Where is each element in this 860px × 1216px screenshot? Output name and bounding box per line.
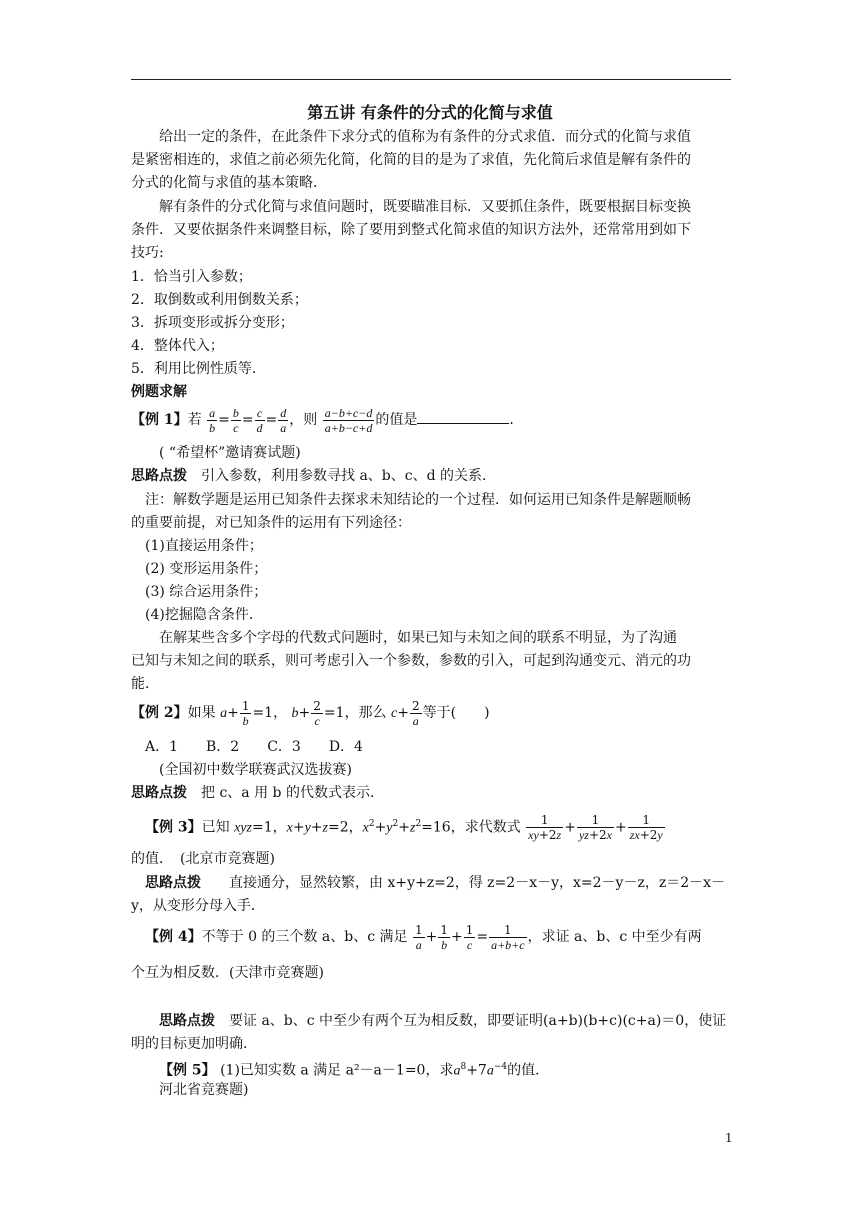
way-item: (1)直接运用条件； — [145, 538, 263, 554]
page-title: 第五讲 有条件的分式的化简与求值 — [307, 103, 553, 122]
example-source: ( “希望杯”邀请赛试题) — [159, 445, 301, 461]
tip-item: 3．拆项变形或拆分变形； — [131, 315, 294, 331]
way-item: (3) 综合运用条件； — [145, 584, 268, 600]
intro-p1-line1: 给出一定的条件，在此条件下求分式的值称为有条件的分式求值．而分式的化简与求值 — [159, 129, 691, 145]
fraction: $\frac{1}{b}$ — [440, 922, 448, 952]
hint-line2: 明的目标更加明确． — [131, 1036, 257, 1052]
hint-line: 思路点拨 要证 a、b、c 中至少有两个互为相反数，即要证明(a+b)(b+c)(c+a)＝0，使证 — [159, 1013, 727, 1029]
choices: A．1 B．2 C．3 D．4 — [145, 739, 363, 755]
example-4-line2: 个互为相反数．(天津市竞赛题) — [131, 965, 324, 981]
example-label: 【例 2】 — [131, 705, 188, 721]
fraction: $\frac{c}{d}$ — [256, 405, 263, 435]
way-item: (4)挖掘隐含条件． — [145, 607, 263, 623]
fraction: $\frac{1}{a}$ — [414, 922, 423, 952]
fraction: $\frac{1}{c}$ — [465, 922, 474, 952]
example-label: 【例 5】 — [159, 1062, 216, 1079]
para-line1: 在解某些含多个字母的代数式问题时，如果已知与未知之间的联系不明显，为了沟通 — [159, 630, 677, 646]
fraction: $\frac{1}{yz+2x}$ — [578, 813, 612, 843]
note-line2: 的重要前提，对已知条件的运用有下列途径： — [131, 515, 411, 531]
example-source: (全国初中数学联赛武汉选拔赛) — [159, 762, 352, 778]
page-number: 1 — [725, 1131, 733, 1145]
fraction: $\frac{2}{c}$ — [313, 698, 321, 728]
fraction: $\frac{1}{a+b+c}$ — [491, 922, 525, 952]
fraction: $\frac{b}{c}$ — [232, 405, 239, 435]
fraction: $\frac{1}{xy+2z}$ — [528, 813, 562, 843]
section-heading: 例题求解 — [131, 384, 187, 400]
intro-p2-line1: 解有条件的分式化简与求值问题时，既要瞄准目标．又要抓住条件，既要根据目标变换 — [159, 199, 691, 215]
fraction: $\frac{1}{b}$ — [241, 698, 250, 728]
fraction: $\frac{1}{zx+2y}$ — [629, 813, 663, 843]
hint-line2: y，从变形分母入手． — [131, 898, 265, 914]
header-rule — [131, 79, 731, 80]
example-1: 【例 1】若 $\frac{a}{b}$ = $\frac{b}{c}$ = $\frac{c}{d}$ = $\frac{d}{a}$ ，则 $\frac{a-b+c-d}{a+b-c+d}$ 的值是 ． — [131, 405, 524, 435]
example-label: 【例 3】 — [145, 819, 202, 836]
fraction: $\frac{d}{a}$ — [280, 405, 287, 435]
example-3: 【例 3】已知 xyz=1，x+y+z=2，$x^2+y^2+z^2=16$，求代数式 $\frac{1}{xy+2z}$ + $\frac{1}{yz+2x}$ + $\frac{1}{zx+2y}$ — [145, 813, 663, 843]
tip-item: 1．恰当引入参数； — [131, 269, 252, 285]
para-line2: 已知与未知之间的联系，则可考虑引入一个参数，参数的引入，可起到沟通变元、消元的功 — [131, 653, 691, 669]
fraction: $\frac{2}{a}$ — [411, 698, 420, 728]
example-3-tail: 的值． (北京市竞赛题) — [131, 851, 275, 867]
para-line3: 能． — [131, 676, 159, 692]
example-5: 【例 5】 (1)已知实数 a 满足 a²－a－1=0，求$a^8+7a^{-4}$的值． — [159, 1062, 550, 1079]
example-label: 【例 1】 — [131, 412, 188, 428]
hint-line: 思路点拨 引入参数，利用参数寻找 a、b、c、d 的关系． — [131, 468, 497, 484]
example-label: 【例 4】 — [145, 929, 202, 945]
tip-item: 2．取倒数或利用倒数关系； — [131, 292, 308, 308]
intro-p2-line2: 条件．又要依据条件来调整目标，除了要用到整式化简求值的知识方法外，还常常用到如下 — [131, 222, 691, 238]
fraction: $\frac{a}{b}$ — [209, 405, 216, 435]
intro-p2-line3: 技巧: — [131, 245, 164, 261]
hint-line: 思路点拨 把 c、a 用 b 的代数式表示． — [131, 785, 384, 801]
tip-item: 5．利用比例性质等． — [131, 361, 266, 377]
fraction: $\frac{a-b+c-d}{a+b-c+d}$ — [324, 405, 373, 435]
example-source: 河北省竞赛题) — [159, 1082, 249, 1098]
way-item: (2) 变形运用条件； — [145, 561, 268, 577]
example-2: 【例 2】如果 a+ $\frac{1}{b}$ =1， b+ $\frac{2}{c}$ =1，那么 c+ $\frac{2}{a}$ 等于( ) — [131, 698, 490, 728]
answer-blank — [417, 411, 509, 424]
tip-item: 4．整体代入； — [131, 338, 224, 354]
example-4: 【例 4】不等于 0 的三个数 a、b、c 满足 $\frac{1}{a}$ + $\frac{1}{b}$ + $\frac{1}{c}$ = $\frac{1}{a+b+c}$ ，求证 a、b、c 中至少有两 — [145, 922, 702, 952]
intro-p1-line2: 是紧密相连的，求值之前必须先化简，化简的目的是为了求值，先化简后求值是解有条件的 — [131, 152, 691, 168]
hint-line: 思路点拨 直接通分，显然较繁，由 x+y+z=2，得 z=2－x－y，x=2－y－z，z＝2－x－ — [145, 875, 725, 891]
intro-p1-line3: 分式的化简与求值的基本策略． — [131, 175, 327, 191]
note-line1: 注：解数学题是运用已知条件去探求未知结论的一个过程．如何运用已知条件是解题顺畅 — [145, 492, 691, 508]
